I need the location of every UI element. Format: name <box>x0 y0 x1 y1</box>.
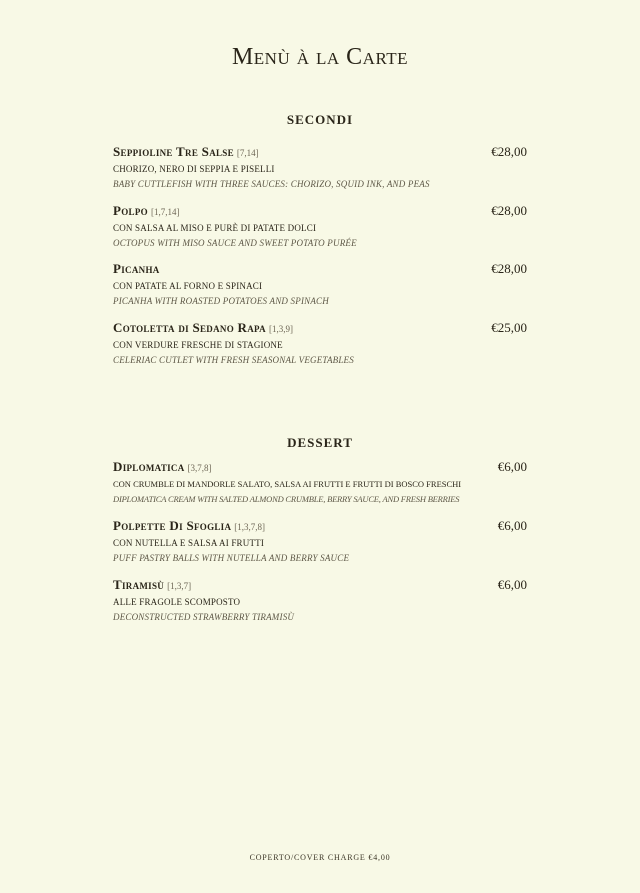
item-allergens: [1,3,9] <box>268 324 293 334</box>
item-allergens: [1,3,7] <box>167 581 192 591</box>
item-description-it: CON PATATE AL FORNO E SPINACI <box>113 281 263 291</box>
menu-item <box>113 143 527 189</box>
item-price: €28,00 <box>491 261 527 276</box>
menu-item <box>113 202 527 248</box>
menu-item <box>113 260 527 306</box>
item-name: Picanha <box>113 261 160 276</box>
item-name: Seppioline Tre Salse <box>113 144 234 159</box>
item-price: €6,00 <box>497 577 527 592</box>
item-allergens: [7,14] <box>236 148 259 158</box>
item-name: Tiramisù <box>113 577 165 592</box>
item-description-en: PICANHA WITH ROASTED POTATOES AND SPINACH <box>113 296 329 306</box>
item-description-en: PUFF PASTRY BALLS WITH NUTELLA AND BERRY SAUCE <box>113 553 350 563</box>
section-title-dessert: DESSERT <box>287 435 353 450</box>
menu-item <box>113 458 527 504</box>
item-allergens: [1,3,7,8] <box>234 522 266 532</box>
item-description-en: DIPLOMATICA CREAM WITH SALTED ALMOND CRUMBLE, BERRY SAUCE, AND FRESH BERRIES <box>113 494 460 504</box>
item-description-en: DECONSTRUCTED STRAWBERRY TIRAMISÙ <box>113 612 295 622</box>
menu-title: Menù à la Carte <box>231 44 409 70</box>
cover-charge-note: COPERTO/COVER CHARGE €4,00 <box>249 853 391 862</box>
item-description-it: CON VERDURE FRESCHE DI STAGIONE <box>113 340 283 350</box>
item-description-en: BABY CUTTLEFISH WITH THREE SAUCES: CHORIZO, SQUID INK, AND PEAS <box>113 179 430 189</box>
item-allergens: [3,7,8] <box>187 463 212 473</box>
item-price: €25,00 <box>491 320 527 335</box>
item-price: €28,00 <box>491 144 527 159</box>
menu-item <box>113 517 527 563</box>
item-name: Diplomatica <box>113 459 185 474</box>
item-description-it: CON SALSA AL MISO E PURÈ DI PATATE DOLCI <box>113 223 317 233</box>
section-title-secondi: SECONDI <box>286 112 354 127</box>
item-description-en: CELERIAC CUTLET WITH FRESH SEASONAL VEGETABLES <box>113 355 354 365</box>
item-description-it: CON NUTELLA E SALSA AI FRUTTI <box>113 538 265 548</box>
item-description-it: CHORIZO, NERO DI SEPPIA E PISELLI <box>113 164 275 174</box>
item-price: €28,00 <box>491 203 527 218</box>
menu-item <box>113 319 527 365</box>
item-description-it: ALLE FRAGOLE SCOMPOSTO <box>113 597 241 607</box>
menu-item <box>113 576 527 622</box>
item-price: €6,00 <box>497 518 527 533</box>
item-name: Polpo <box>113 203 148 218</box>
item-description-it: CON CRUMBLE DI MANDORLE SALATO, SALSA AI FRUTTI E FRUTTI DI BOSCO FRESCHI <box>113 479 462 489</box>
item-name: Polpette Di Sfoglia <box>113 518 232 533</box>
item-name: Cotoletta di Sedano Rapa <box>113 320 266 335</box>
item-allergens: [1,7,14] <box>150 207 180 217</box>
item-description-en: OCTOPUS WITH MISO SAUCE AND SWEET POTATO PURÉE <box>113 238 357 248</box>
item-price: €6,00 <box>497 459 527 474</box>
